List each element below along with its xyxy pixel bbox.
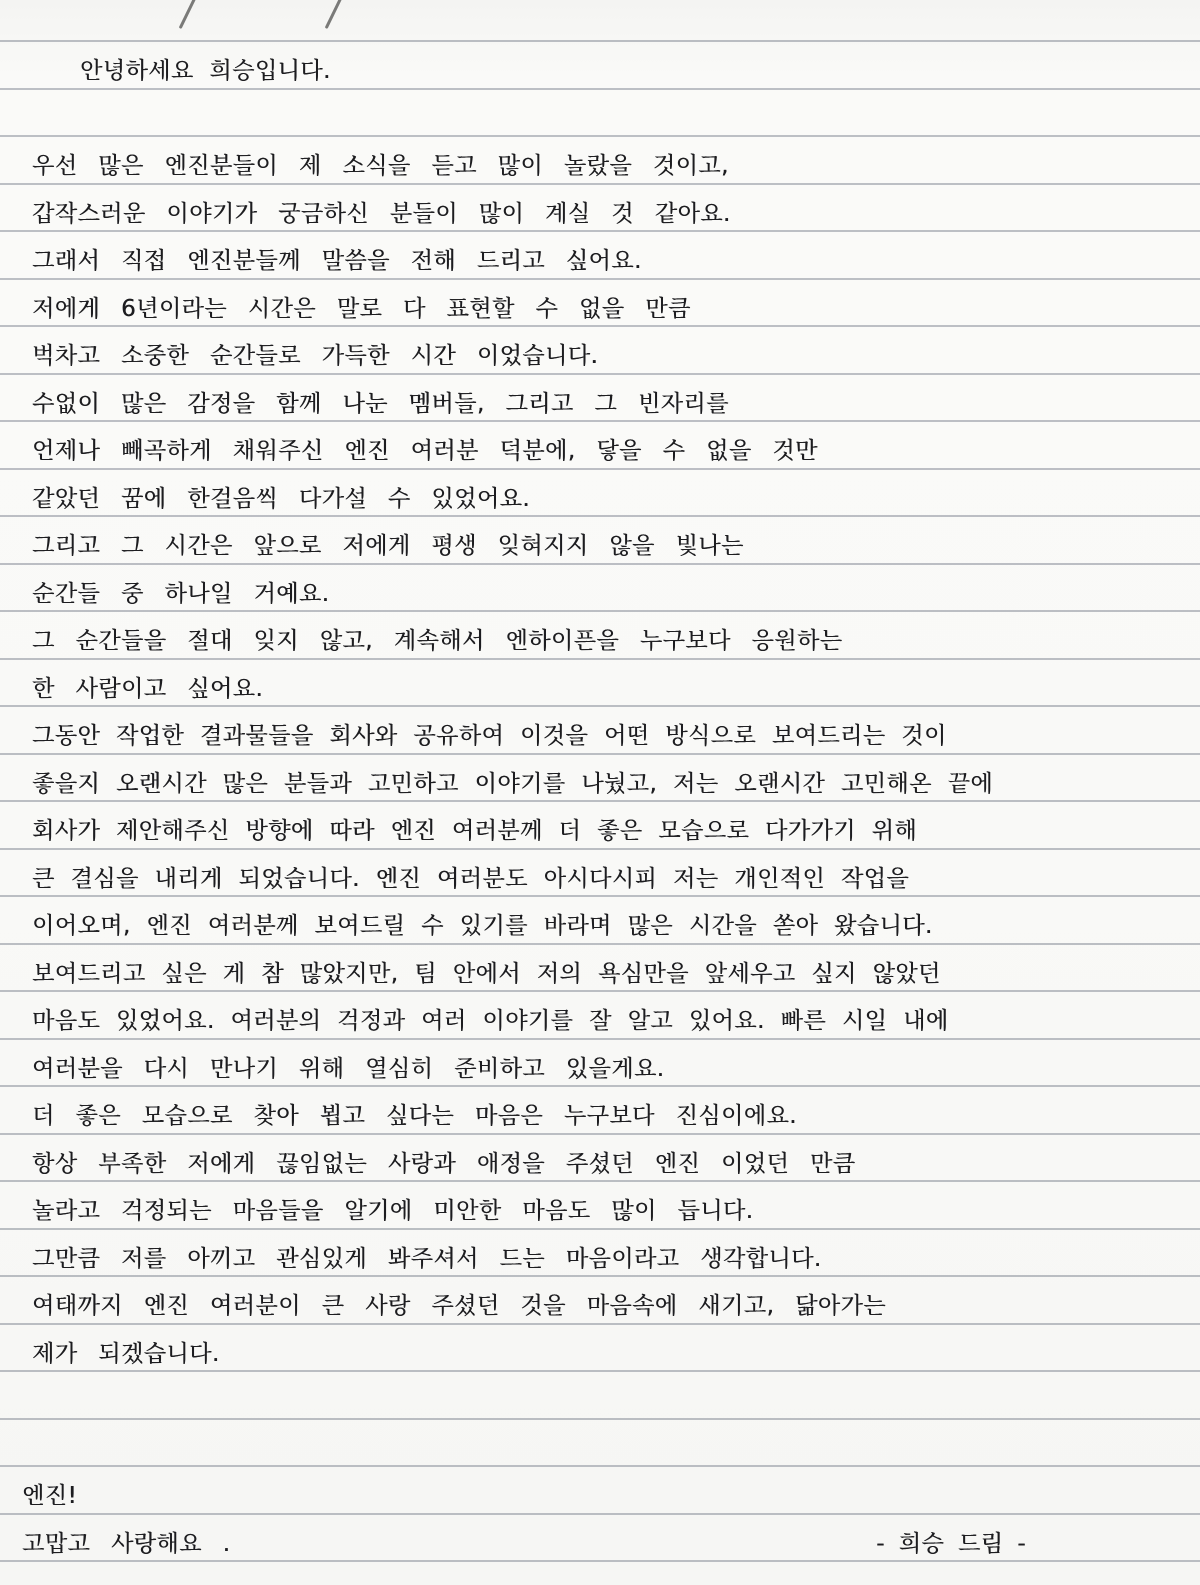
- body-line: [0, 1040, 1200, 1088]
- body-line: [0, 707, 1200, 755]
- handwritten-line-text: 여태까지 엔진 여러분이 큰 사랑 주셨던 것을 마음속에 새기고, 닮아가는: [32, 1293, 886, 1320]
- handwritten-line-text: 언제나 빼곡하게 채워주신 엔진 여러분 덕분에, 닿을 수 없을 것만: [32, 438, 818, 465]
- body-line: [0, 850, 1200, 898]
- body-line: [0, 470, 1200, 518]
- body-line: [0, 280, 1200, 328]
- top-margin: [0, 0, 1200, 42]
- body-line: [0, 1277, 1200, 1325]
- body-line: [0, 327, 1200, 375]
- greeting-line: [0, 42, 1200, 90]
- body-line: [0, 945, 1200, 993]
- body-line: [0, 660, 1200, 708]
- handwritten-line-text: 우선 많은 엔진분들이 제 소식을 듣고 많이 놀랐을 것이고,: [32, 153, 729, 180]
- handwritten-line-text: 좋을지 오랜시간 많은 분들과 고민하고 이야기를 나눴고, 저는 오랜시간 고민해온 끝에: [32, 770, 994, 797]
- handwritten-line-text: 보여드리고 싶은 게 참 많았지만, 팀 안에서 저의 욕심만을 앞세우고 싶지 않았던: [32, 960, 941, 987]
- handwritten-line-text: 회사가 제안해주신 방향에 따라 엔진 여러분께 더 좋은 모습으로 다가가기 위해: [32, 818, 918, 845]
- handwritten-line-text: 여러분을 다시 만나기 위해 열심히 준비하고 있을게요.: [32, 1055, 665, 1082]
- body-line: [0, 1230, 1200, 1278]
- body-line: [0, 992, 1200, 1040]
- closing-call-text: 엔진!: [22, 1483, 78, 1510]
- body-line: [0, 612, 1200, 660]
- closing-call-line: [0, 1467, 1200, 1515]
- body-line: [0, 375, 1200, 423]
- blank-line: [0, 1420, 1200, 1468]
- body-line: [0, 755, 1200, 803]
- handwritten-line-text: 큰 결심을 내리게 되었습니다. 엔진 여러분도 아시다시피 저는 개인적인 작업을: [32, 865, 910, 892]
- handwritten-line-text: 그래서 직접 엔진분들께 말씀을 전해 드리고 싶어요.: [32, 248, 642, 275]
- handwritten-line-text: 이어오며, 엔진 여러분께 보여드릴 수 있기를 바라며 많은 시간을 쏟아 왔습니다.: [32, 913, 933, 940]
- signature-text: - 희승 드림 -: [876, 1530, 1026, 1557]
- handwritten-line-text: 제가 되겠습니다.: [32, 1340, 220, 1367]
- body-line: [0, 232, 1200, 280]
- body-line: [0, 1325, 1200, 1373]
- body-line: [0, 1135, 1200, 1183]
- handwritten-line-text: 같았던 꿈에 한걸음씩 다가설 수 있었어요.: [32, 485, 531, 512]
- handwritten-line-text: 마음도 있었어요. 여러분의 걱정과 여러 이야기를 잘 알고 있어요. 빠른 시일 내에: [32, 1008, 949, 1035]
- handwritten-line-text: 벅차고 소중한 순간들로 가득한 시간 이었습니다.: [32, 343, 599, 370]
- body-line: [0, 137, 1200, 185]
- greeting-text: 안녕하세요 희승입니다.: [80, 58, 331, 85]
- handwritten-line-text: 놀라고 걱정되는 마음들을 알기에 미안한 마음도 많이 듭니다.: [32, 1198, 754, 1225]
- handwritten-line-text: 항상 부족한 저에게 끊임없는 사랑과 애정을 주셨던 엔진 이었던 만큼: [32, 1150, 856, 1177]
- body-line: [0, 897, 1200, 945]
- body-line: [0, 185, 1200, 233]
- handwritten-line-text: 저에게 6년이라는 시간은 말로 다 표현할 수 없을 만큼: [32, 295, 691, 322]
- handwritten-line-text: 그만큼 저를 아끼고 관심있게 봐주셔서 드는 마음이라고 생각합니다.: [32, 1245, 822, 1272]
- body-line: [0, 565, 1200, 613]
- body-line: [0, 1182, 1200, 1230]
- blank-line: [0, 90, 1200, 138]
- closing-farewell-line: [0, 1515, 1200, 1563]
- body-line: [0, 517, 1200, 565]
- blank-line: [0, 1372, 1200, 1420]
- body-line: [0, 802, 1200, 850]
- handwritten-line-text: 그리고 그 시간은 앞으로 저에게 평생 잊혀지지 않을 빛나는: [32, 533, 744, 560]
- handwritten-line-text: 그 순간들을 절대 잊지 않고, 계속해서 엔하이픈을 누구보다 응원하는: [32, 628, 843, 655]
- handwritten-line-text: 갑작스러운 이야기가 궁금하신 분들이 많이 계실 것 같아요.: [32, 200, 731, 227]
- handwritten-line-text: 순간들 중 하나일 거예요.: [32, 580, 330, 607]
- body-line: [0, 1087, 1200, 1135]
- handwritten-line-text: 수없이 많은 감정을 함께 나눈 멤버들, 그리고 그 빈자리를: [32, 390, 729, 417]
- handwritten-line-text: 더 좋은 모습으로 찾아 뵙고 싶다는 마음은 누구보다 진심이에요.: [32, 1103, 797, 1130]
- farewell-text: 고맙고 사랑해요 .: [22, 1530, 231, 1557]
- body-line: [0, 422, 1200, 470]
- handwritten-line-text: 한 사람이고 싶어요.: [32, 675, 264, 702]
- handwritten-line-text: 그동안 작업한 결과물들을 회사와 공유하여 이것을 어떤 방식으로 보여드리는 것이: [32, 723, 947, 750]
